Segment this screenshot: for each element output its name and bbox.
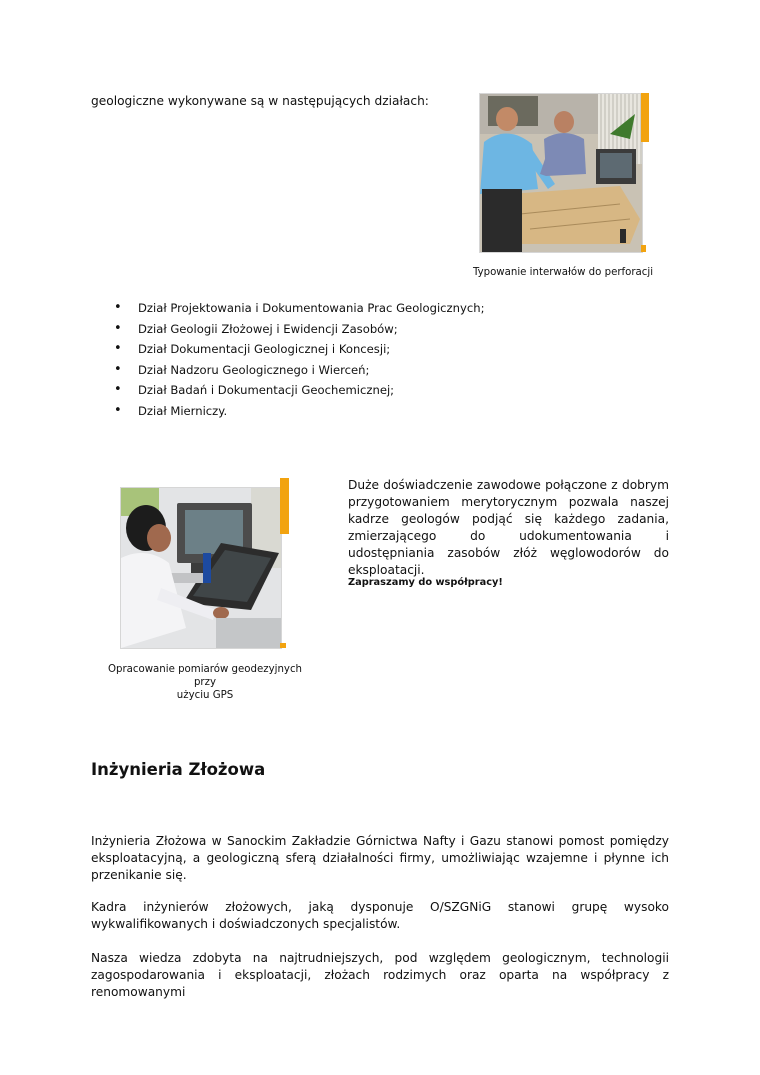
section-paragraph-3: Nasza wiedza zdobyta na najtrudniejszych, pod względem geologicznym, technologii zagospodarowania i eksploatacji, złożach rodzimych oraz oparta na współpracy z renomowanymi	[91, 951, 669, 999]
photo-perforation-work	[479, 93, 643, 253]
people-at-desk-illustration	[480, 94, 642, 252]
photo-caption-gps-line2: użyciu GPS	[176, 690, 234, 701]
list-item: • Dział Geologii Złożowej i Ewidencji Zasobów;	[92, 319, 512, 340]
section-paragraph-1: Inżynieria Złożowa w Sanockim Zakładzie Górnictwa Nafty i Gazu stanowi pomost pomiędzy eksploatacyjną, a geologiczną sferą działalności firmy, umożliwiając wzajemne i płynne ich przenikanie się.	[91, 834, 669, 882]
experience-paragraph: Duże doświadczenie zawodowe połączone z dobrym przygotowaniem merytorycznym pozwala naszej kadrze geologów podjąć się każdego zadania, zmierzającego do udokumentowania i udostępniania zasobów złóż węglowodorów do eksploatacji.	[348, 478, 669, 577]
list-item: • Dział Mierniczy.	[92, 401, 512, 422]
intro-text: geologiczne wykonywane są w następujących działach:	[91, 94, 429, 108]
section-heading: Inżynieria Złożowa	[91, 760, 266, 779]
photo-caption-gps-line1: Opracowanie pomiarów geodezyjnych przy	[107, 664, 303, 688]
list-item: • Dział Nadzoru Geologicznego i Wierceń;	[92, 360, 512, 381]
departments-list	[92, 298, 512, 422]
list-item: • Dział Projektowania i Dokumentowania Prac Geologicznych;	[92, 298, 512, 319]
invite-text: Zapraszamy do współpracy!	[348, 577, 503, 588]
list-item: • Dział Badań i Dokumentacji Geochemicznej;	[92, 380, 512, 401]
section-paragraph-2: Kadra inżynierów złożowych, jaką dysponuje O/SZGNiG stanowi grupę wysoko wykwalifikowanych i doświadczonych specjalistów.	[91, 900, 669, 931]
man-at-computer-illustration	[121, 488, 281, 648]
list-item: • Dział Dokumentacji Geologicznej i Koncesji;	[92, 339, 512, 360]
photo-caption-gps	[96, 663, 314, 702]
photo-caption-perforation: Typowanie interwałów do perforacji	[472, 267, 654, 278]
photo-gps-measurement	[120, 487, 282, 649]
